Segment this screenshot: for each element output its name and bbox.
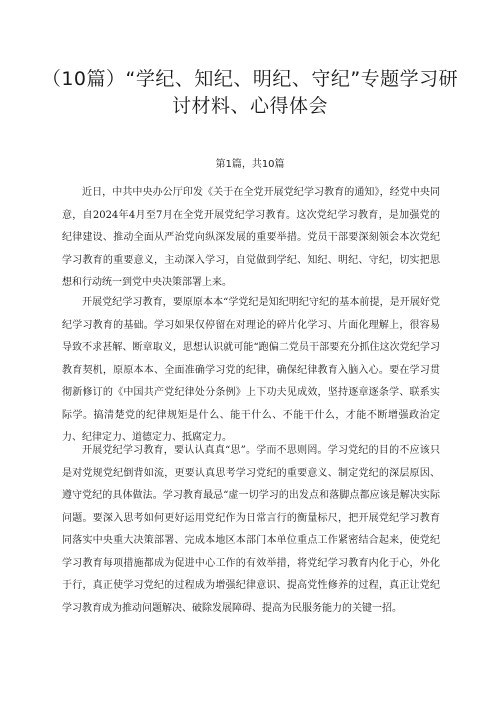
section-label: 第1篇，共10篇 [215,159,285,170]
paragraph-3: 开展党纪学习教育，要认认真真“思”。学而不思则罔。学习党纪的目的不应该只是对党规党纪倒背如流，更要认真思考学习党纪的重要意义、制定党纪的深层原因、遵守党纪的具体做法。学习教育最忌“虚一切学习的出发点和落脚点都应该是解决实际问题。要深入思考如何更好运用党纪作为日常言行的衡量标尺，把开展党纪学习教育同落实中央重大决策部署、完成本地区本部门本单位重点工作紧密结合起来，使党纪学习教育每项措施都成为促进中心工作的有效举措，将党纪学习教育内化于心，外化于行，真正使学习党纪的过程成为增强纪律意识、提高党性修养的过程，真正让党纪学习教育成为推动问题解决、破除发展障碍、提高为民服务能力的关键一招。 [62,445,440,614]
paragraph-2: 开展党纪学习教育，要原原本本“学党纪是知纪明纪守纪的基本前提，是开展好党纪学习教育的基础。学习如果仅停留在对理论的碎片化学习、片面化理解上，很容易导致不求甚解、断章取义，思想认识就可能“跑偏二党员干部要充分抓住这次党纪学习教育契机，原原本本、全面准确学习党的纪律，确保纪律教育入脑入心。要在学习贯彻新修订的《中国共产党纪律处分条例》上下功夫见成效，坚持逐章逐条学、联系实际学。搞清楚党的纪律规矩是什么、能干什么、不能干什么，才能不断增强政治定力、纪律定力、道德定力、抵腐定力。 [62,297,440,443]
paragraph-1: 近日，中共中央办公厅印发《关于在全党开展党纪学习教育的通知》，经党中央同意，自2024年4月至7月在全党开展党纪学习教育。这次党纪学习教育，是加强党的纪律建设、推动全面从严治党向纵深发展的重要举措。党员干部要深刻领会本次党纪学习教育的重要意义，主动深入学习，自觉做到学纪、知纪、明纪、守纪，切实把思想和行动统一到党中央决策部署上来。 [62,187,440,288]
document-title: （10篇）“学纪、知纪、明纪、守纪”专题学习研讨材料、心得体会 [41,68,459,117]
